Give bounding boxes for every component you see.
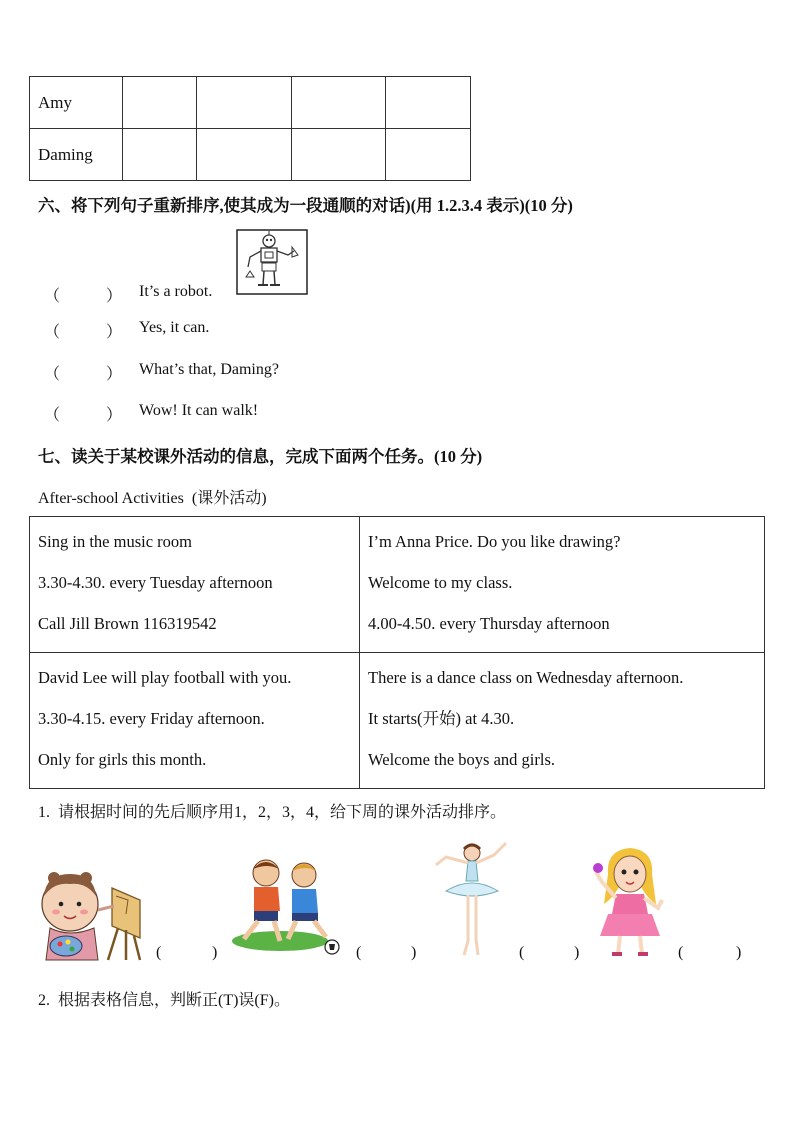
football-boys-picture <box>228 855 346 961</box>
blank-open[interactable]: ( <box>678 944 684 961</box>
blank-open[interactable]: （ <box>44 324 61 341</box>
section7-subtitle: After-school Activities (课外活动) <box>38 490 267 507</box>
cell-line: Welcome the boys and girls. <box>368 750 556 769</box>
dialogue-item <box>44 283 304 306</box>
cell-line: I’m Anna Price. Do you like drawing? <box>368 532 621 551</box>
answer-cell[interactable] <box>386 129 471 181</box>
blank-close[interactable]: ） <box>106 407 123 424</box>
blank-open[interactable]: （ <box>44 366 61 383</box>
task2-instruction: 2. 根据表格信息，判断正(T)误(F)。 <box>38 992 290 1009</box>
blank-close[interactable]: ） <box>106 324 123 341</box>
activity-cell <box>30 517 360 653</box>
dialogue-item <box>44 319 304 342</box>
cell-line: Only for girls this month. <box>38 750 207 769</box>
dialogue-text: Wow! It can walk! <box>139 402 259 419</box>
blank-open[interactable]: ( <box>156 944 162 961</box>
blank-close[interactable]: ） <box>106 366 123 383</box>
blank-close[interactable]: ) <box>212 944 218 961</box>
drawing-girl-picture <box>36 866 148 962</box>
cell-line: 3.30-4.15. every Friday afternoon. <box>38 709 265 728</box>
score-table <box>29 76 471 181</box>
cell-line: There is a dance class on Wednesday afternoon. <box>368 668 684 687</box>
answer-cell[interactable] <box>292 129 386 181</box>
cell-line: 3.30-4.30. every Tuesday afternoon <box>38 573 273 592</box>
task1-instruction: 1. 请根据时间的先后顺序用1，2，3，4，给下周的课外活动排序。 <box>38 804 507 821</box>
dialogue-text: It’s a robot. <box>139 283 213 300</box>
singing-girl-picture <box>588 844 670 960</box>
blank-open[interactable]: ( <box>356 944 362 961</box>
dialogue-item <box>44 361 344 384</box>
section7-heading: 七、读关于某校课外活动的信息，完成下面两个任务。(10 分) <box>38 447 483 466</box>
table-row <box>30 129 471 181</box>
table-row <box>30 77 471 129</box>
dialogue-text: What’s that, Daming? <box>139 361 279 378</box>
row-name: Amy <box>30 77 123 129</box>
cell-line: 4.00-4.50. every Thursday afternoon <box>368 614 610 633</box>
ballet-dancer-picture <box>432 839 512 961</box>
table-row <box>30 517 765 653</box>
answer-cell[interactable] <box>292 77 386 129</box>
answer-cell[interactable] <box>123 129 197 181</box>
blank-open[interactable]: （ <box>44 407 61 424</box>
blank-open[interactable]: ( <box>519 944 525 961</box>
answer-cell[interactable] <box>386 77 471 129</box>
cell-line: David Lee will play football with you. <box>38 668 292 687</box>
blank-close[interactable]: ) <box>736 944 742 961</box>
activity-cell <box>360 653 765 789</box>
cell-line: Call Jill Brown 116319542 <box>38 614 217 633</box>
answer-cell[interactable] <box>123 77 197 129</box>
cell-line: It starts(开始) at 4.30. <box>368 709 515 728</box>
activity-cell <box>360 517 765 653</box>
activities-table <box>29 516 765 789</box>
cell-line: Welcome to my class. <box>368 573 513 592</box>
blank-open[interactable]: （ <box>44 288 61 305</box>
section6-heading: 六、将下列句子重新排序,使其成为一段通顺的对话)(用 1.2.3.4 表示)(10 分) <box>38 196 573 215</box>
activity-cell <box>30 653 360 789</box>
dialogue-text: Yes, it can. <box>139 319 210 336</box>
answer-cell[interactable] <box>197 77 292 129</box>
row-name: Daming <box>30 129 123 181</box>
blank-close[interactable]: ） <box>106 288 123 305</box>
dialogue-item <box>44 402 344 425</box>
blank-close[interactable]: ) <box>411 944 417 961</box>
answer-cell[interactable] <box>197 129 292 181</box>
blank-close[interactable]: ) <box>574 944 580 961</box>
table-row <box>30 653 765 789</box>
cell-line: Sing in the music room <box>38 532 192 551</box>
